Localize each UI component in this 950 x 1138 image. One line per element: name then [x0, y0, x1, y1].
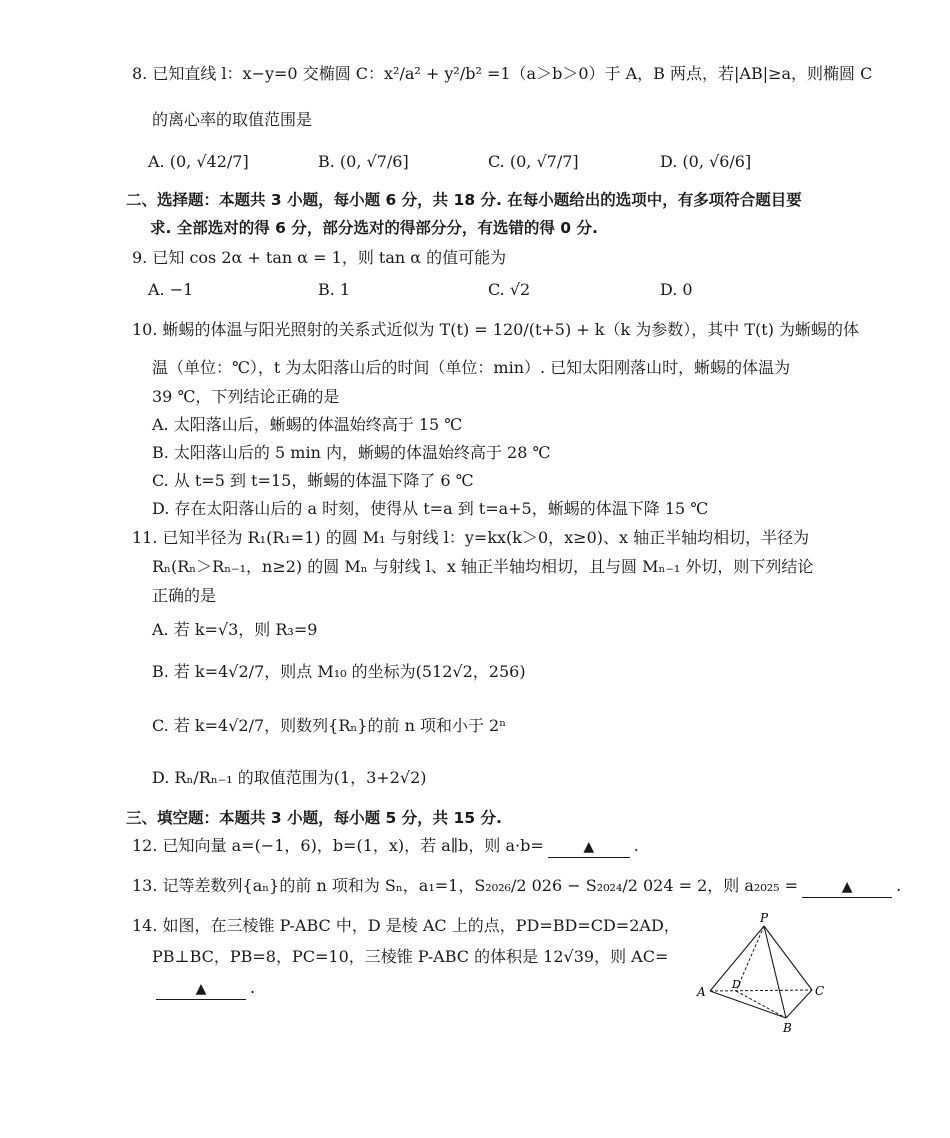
q11-line3: 正确的是 — [152, 586, 217, 605]
q14-answer-blank — [156, 978, 246, 1000]
section3-heading: 三、填空题：本题共 3 小题，每小题 5 分，共 15 分. — [126, 809, 502, 827]
q8-option-c: C. (0, √7/7] — [488, 152, 579, 171]
q8-option-a: A. (0, √42/7] — [148, 152, 249, 171]
section2-heading-line2: 求. 全部选对的得 6 分，部分选对的得部分分，有选错的得 0 分. — [150, 219, 598, 237]
q12-stem — [132, 834, 639, 858]
q10-line1: 10. 蜥蜴的体温与阳光照射的关系式近似为 T(t) = 120/(t+5) + k（k 为参数），其中 T(t) 为蜥蜴的体 — [132, 320, 860, 339]
q9-option-b: B. 1 — [318, 280, 351, 299]
q13-end: . — [896, 876, 902, 895]
q11-option-c: C. 若 k=4√2/7，则数列{Rₙ}的前 n 项和小于 2ⁿ — [152, 716, 507, 735]
edge-bc — [786, 990, 812, 1018]
edge-ac-hidden — [710, 990, 812, 991]
q11-option-b: B. 若 k=4√2/7，则点 M₁₀ 的坐标为(512√2，256) — [152, 662, 526, 681]
q10-option-a: A. 太阳落山后，蜥蜴的体温始终高于 15 ℃ — [152, 415, 463, 434]
q13-stem — [132, 874, 901, 898]
q13-text: 13. 记等差数列{aₙ}的前 n 项和为 Sₙ，a₁=1，S₂₀₂₆/2 026 − S₂₀₂₄/2 024 = 2，则 a₂₀₂₅ = — [132, 876, 799, 895]
q10-option-c: C. 从 t=5 到 t=15，蜥蜴的体温下降了 6 ℃ — [152, 471, 474, 490]
q12-answer-blank — [548, 836, 630, 858]
blank-marker-icon: ▲ — [841, 879, 853, 895]
q13-answer-blank — [802, 876, 892, 898]
q14-end: . — [250, 978, 256, 997]
q8-line1: 8. 已知直线 l：x−y=0 交椭圆 C：x²/a² + y²/b² =1（a＞b＞0）于 A，B 两点，若|AB|≥a，则椭圆 C — [132, 64, 873, 83]
q10-line2: 温（单位：℃），t 为太阳落山后的时间（单位：min）. 已知太阳刚落山时，蜥蜴的体温为 — [152, 358, 791, 377]
q8-option-d: D. (0, √6/6] — [660, 152, 752, 171]
q14-answer-line — [152, 976, 255, 1000]
q14-line1: 14. 如图，在三棱锥 P-ABC 中，D 是棱 AC 上的点，PD=BD=CD=2AD， — [132, 916, 680, 935]
label-d: D — [732, 978, 741, 991]
q9-option-c: C. √2 — [488, 280, 531, 299]
label-b: B — [783, 1021, 792, 1035]
q10-line3: 39 ℃，下列结论正确的是 — [152, 387, 340, 406]
edge-ab — [710, 991, 786, 1018]
q11-option-d: D. Rₙ/Rₙ₋₁ 的取值范围为(1，3+2√2) — [152, 768, 427, 787]
q9-stem: 9. 已知 cos 2α + tan α = 1，则 tan α 的值可能为 — [132, 248, 507, 267]
q12-end: . — [633, 836, 639, 855]
label-c: C — [815, 984, 825, 998]
q12-text: 12. 已知向量 a=(−1，6)，b=(1，x)，若 a∥b，则 a·b= — [132, 836, 544, 855]
q14-line2: PB⊥BC，PB=8，PC=10，三棱锥 P-ABC 的体积是 12√39，则 AC= — [152, 947, 669, 966]
q8-line2: 的离心率的取值范围是 — [152, 110, 313, 129]
q9-option-a: A. −1 — [148, 280, 194, 299]
q10-option-d: D. 存在太阳落山后的 a 时刻，使得从 t=a 到 t=a+5，蜥蜴的体温下降 15 ℃ — [152, 499, 709, 518]
label-a: A — [697, 985, 706, 999]
label-p: P — [760, 911, 769, 925]
q10-option-b: B. 太阳落山后的 5 min 内，蜥蜴的体温始终高于 28 ℃ — [152, 443, 551, 462]
q11-line2: Rₙ(Rₙ＞Rₙ₋₁，n≥2) 的圆 Mₙ 与射线 l、x 轴正半轴均相切，且与圆 Mₙ₋₁ 外切，则下列结论 — [152, 557, 814, 576]
blank-marker-icon: ▲ — [195, 981, 207, 997]
q11-line1: 11. 已知半径为 R₁(R₁=1) 的圆 M₁ 与射线 l：y=kx(k＞0，x≥0)、x 轴正半轴均相切，半径为 — [132, 528, 810, 547]
blank-marker-icon: ▲ — [583, 839, 595, 855]
tetrahedron-figure — [690, 910, 840, 1040]
edge-bd-hidden — [736, 991, 786, 1018]
q9-option-d: D. 0 — [660, 280, 693, 299]
q8-option-b: B. (0, √7/6] — [318, 152, 409, 171]
q11-option-a: A. 若 k=√3，则 R₃=9 — [152, 620, 318, 639]
section2-heading-line1: 二、选择题：本题共 3 小题，每小题 6 分，共 18 分. 在每小题给出的选项中，有多项符合题目要 — [126, 191, 802, 209]
